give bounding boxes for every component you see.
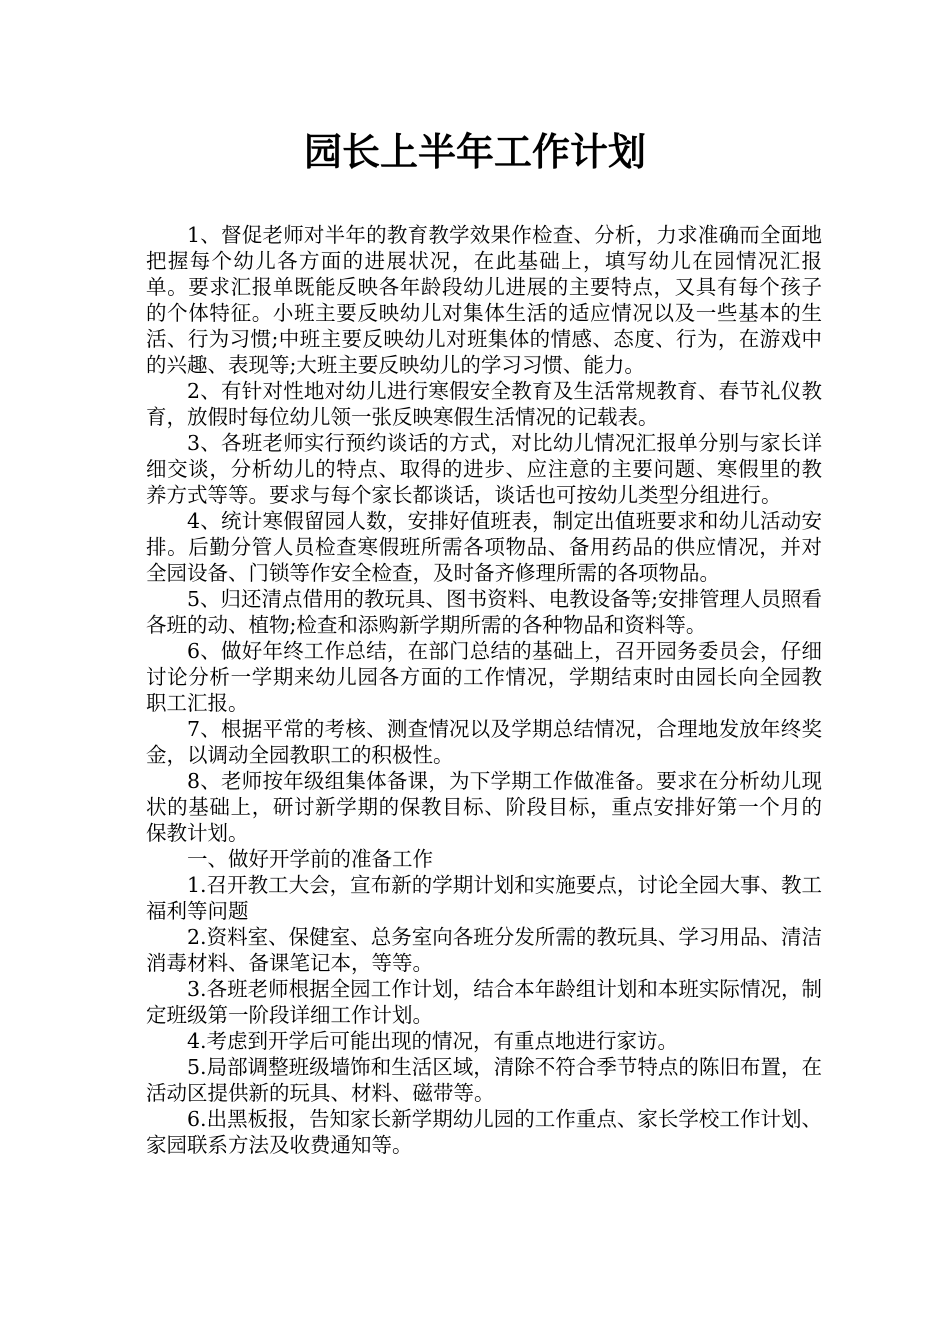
- paragraph: 2.资料室、保健室、总务室向各班分发所需的教玩具、学习用品、清洁消毒材料、备课笔记本，等等。: [146, 925, 822, 975]
- document-body: [146, 222, 822, 1158]
- paragraph: 6.出黑板报，告知家长新学期幼儿园的工作重点、家长学校工作计划、家园联系方法及收费通知等。: [146, 1107, 822, 1157]
- paragraph: 5.局部调整班级墙饰和生活区域，清除不符合季节特点的陈旧布置，在活动区提供新的玩具、材料、磁带等。: [146, 1055, 822, 1105]
- paragraph: 8、老师按年级组集体备课，为下学期工作做准备。要求在分析幼儿现状的基础上，研讨新学期的保教目标、阶段目标，重点安排好第一个月的保教计划。: [146, 769, 822, 845]
- paragraph: 5、归还清点借用的教玩具、图书资料、电教设备等;安排管理人员照看各班的动、植物;检查和添购新学期所需的各种物品和资料等。: [146, 587, 822, 637]
- document-title: 园长上半年工作计划: [303, 130, 646, 174]
- paragraph: 7、根据平常的考核、测查情况以及学期总结情况，合理地发放年终奖金，以调动全园教职工的积极性。: [146, 717, 822, 767]
- paragraph: 3.各班老师根据全园工作计划，结合本年龄组计划和本班实际情况，制定班级第一阶段详细工作计划。: [146, 977, 822, 1027]
- paragraph: 3、各班老师实行预约谈话的方式，对比幼儿情况汇报单分别与家长详细交谈，分析幼儿的特点、取得的进步、应注意的主要问题、寒假里的教养方式等等。要求与每个家长都谈话，谈话也可按幼儿类型分组进行。: [146, 431, 822, 507]
- section-heading: 一、做好开学前的准备工作: [187, 847, 433, 871]
- paragraph: 1、督促老师对半年的教育教学效果作检查、分析，力求准确而全面地把握每个幼儿各方面的进展状况，在此基础上，填写幼儿在园情况汇报单。要求汇报单既能反映各年龄段幼儿进展的主要特点，又具有每个孩子的个体特征。小班主要反映幼儿对集体生活的适应情况以及一些基本的生活、行为习惯;中班主要反映幼儿对班集体的情感、态度、行为，在游戏中的兴趣、表现等;大班主要反映幼儿的学习习惯、能力。: [146, 223, 822, 377]
- paragraph: 6、做好年终工作总结，在部门总结的基础上，召开园务委员会，仔细讨论分析一学期来幼儿园各方面的工作情况，学期结束时由园长向全园教职工汇报。: [146, 639, 822, 715]
- paragraph: 2、有针对性地对幼儿进行寒假安全教育及生活常规教育、春节礼仪教育，放假时每位幼儿领一张反映寒假生活情况的记载表。: [146, 379, 822, 429]
- paragraph: 4、统计寒假留园人数，安排好值班表，制定出值班要求和幼儿活动安排。后勤分管人员检查寒假班所需各项物品、备用药品的供应情况，并对全园设备、门锁等作安全检查，及时备齐修理所需的各项物品。: [146, 509, 822, 585]
- paragraph: 4.考虑到开学后可能出现的情况，有重点地进行家访。: [187, 1029, 679, 1053]
- paragraph: 1.召开教工大会，宣布新的学期计划和实施要点，讨论全园大事、教工福利等问题: [146, 873, 822, 923]
